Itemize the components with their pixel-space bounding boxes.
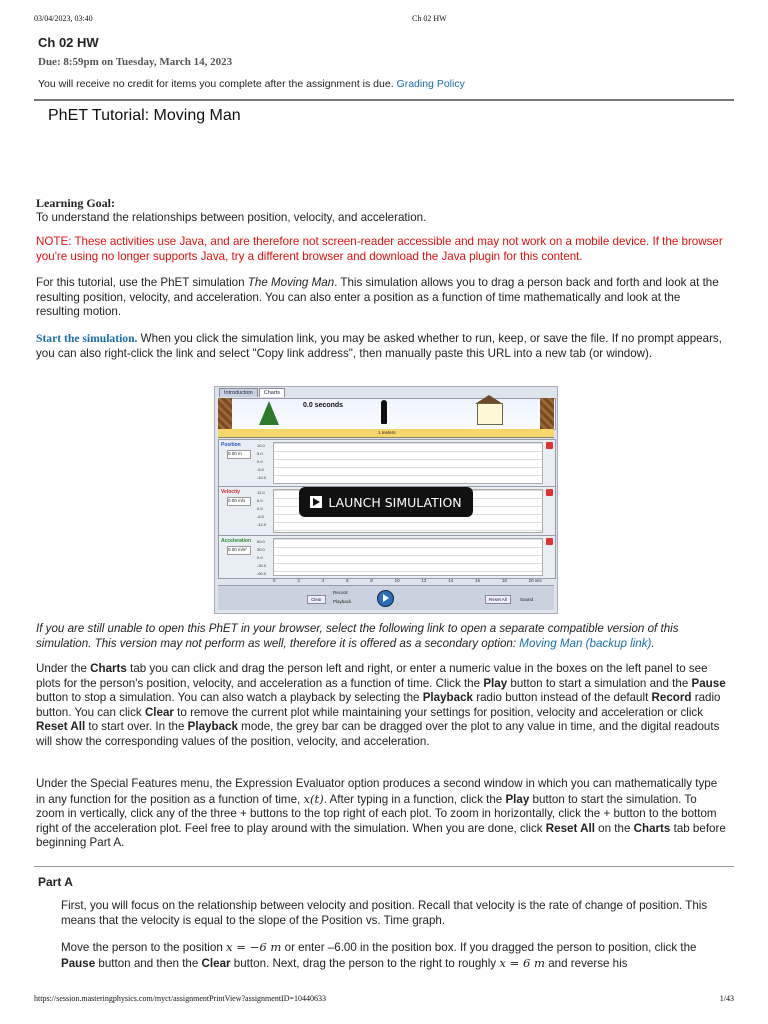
text: to remove the current plot while maintaining your settings for position, velocity and acceleration or click [173, 705, 704, 719]
y-tick: -60.0 [257, 571, 267, 576]
term-record: Record [651, 691, 692, 705]
header-divider [34, 99, 734, 101]
x-tick: 12 [421, 578, 427, 583]
y-tick: -30.0 [257, 563, 267, 568]
text: button to start a simulation and the [507, 676, 692, 690]
print-datetime: 03/04/2023, 03:40 [34, 14, 93, 23]
backup-text: If you are still unable to open this PhET in your browser, select the following link to open a separate compatible version of this simulation. This version may not perform as well, therefore it is offered as a secondary option: [36, 622, 679, 650]
sim-tab-introduction: Introduction [219, 388, 258, 397]
launch-label: LAUNCH SIMULATION [328, 494, 462, 510]
backup-link[interactable]: Moving Man (backup link) [519, 636, 652, 650]
term-playback: Playback [422, 691, 473, 705]
acceleration-plot [273, 538, 543, 576]
velocity-label: Velocity [221, 489, 240, 495]
sim-time-readout: 0.0 seconds [303, 402, 344, 409]
position-yticks [257, 442, 266, 482]
x-tick: 14 [448, 578, 454, 583]
sim-tabs [219, 388, 286, 397]
text: radio button instead of the default [472, 691, 652, 705]
term-charts: Charts [90, 662, 127, 675]
text: button to the bottom right of the acceleration plot. Feel free to play around with the simulation. When you are done, click [36, 807, 717, 835]
text: tab you can click and drag the person left and right, or enter a numeric value in the boxes on the left panel to see plots for the person's position, velocity, and acceleration as a function of time. Click the [36, 662, 708, 690]
y-tick: -10.0 [257, 475, 267, 480]
x-tick: 6 [345, 578, 349, 583]
backup-end: . [651, 636, 655, 650]
y-tick: 0.0 [257, 555, 263, 560]
sim-tab-charts: Charts [259, 388, 285, 397]
zoom-plus-icon [546, 489, 553, 496]
text: Under the Special Features menu, the Expression Evaluator option produces a second window in which you can mathematically type in any function for the position as a function of time, [36, 777, 718, 806]
text: on the [594, 821, 634, 835]
y-tick: 0.0 [257, 506, 263, 511]
credit-note-text: You will receive no credit for items you complete after the assignment is due. [38, 78, 394, 90]
x-tick: 16 [475, 578, 481, 583]
y-tick: 5.0 [257, 451, 263, 456]
ruler-label: 1 meters [378, 430, 396, 435]
acceleration-panel [218, 535, 556, 579]
text: button and then the [95, 956, 202, 970]
term-reset-all: Reset All [36, 720, 86, 734]
position-plot [273, 442, 543, 484]
plus-symbol: + [240, 807, 247, 821]
y-tick: 10.0 [257, 443, 265, 448]
text: tab before beginning Part A. [36, 821, 726, 850]
learning-goal-heading: Learning Goal: [36, 196, 116, 210]
position-label: Position [221, 442, 241, 448]
launch-simulation-button[interactable] [299, 487, 473, 517]
position-panel [218, 439, 556, 487]
house-icon [477, 403, 503, 425]
term-play: Play [505, 792, 530, 806]
start-simulation-link[interactable]: Start the simulation. [36, 332, 138, 345]
play-box-icon [310, 496, 322, 508]
term-play: Play [483, 676, 508, 690]
x-tick: 8 [370, 578, 373, 583]
text: or enter –6.00 in the position box. If you dragged the person to position, click the [281, 941, 697, 954]
text: button to start the simulation. To zoom in vertically, click any of the three [36, 792, 697, 821]
y-tick: 12.0 [257, 490, 265, 495]
record-radio: Record [333, 590, 348, 595]
print-doc-title: Ch 02 HW [412, 14, 447, 23]
sim-name: The Moving Man [247, 276, 335, 289]
text: and reverse his [545, 956, 628, 970]
zoom-plus-icon [546, 538, 553, 545]
intro-text-a: For this tutorial, use the PhET simulation [36, 276, 248, 289]
x-tick: 4 [321, 578, 325, 583]
position-value-box: 0.00 m [227, 450, 251, 459]
x-tick: 10 [394, 578, 400, 583]
part-a-instructions [61, 940, 726, 971]
text: to start over. In the [85, 720, 188, 734]
time-axis [273, 578, 542, 583]
print-url: https://session.masteringphysics.com/myct/assignmentPrintView?assignmentID=10440633 [34, 994, 327, 1003]
clear-button: Clear [307, 595, 326, 604]
y-tick: 0.0 [257, 459, 263, 464]
term-clear: Clear [201, 956, 231, 970]
start-paragraph-text: When you click the simulation link, you may be asked whether to run, keep, or save the file. If no prompt appears, you can also right-click the link and select "Copy link address", then manually paste this URL into a new tab (or window). [36, 332, 722, 360]
learning-goal-text: To understand the relationships between position, velocity, and acceleration. [36, 211, 427, 224]
sound-checkbox: Sound [520, 597, 534, 602]
math-x-6: x = 6 m [499, 955, 546, 970]
backup-paragraph [36, 622, 726, 651]
part-a-heading: Part A [38, 875, 73, 889]
text: . After typing in a function, click the [323, 792, 506, 806]
play-icon [377, 590, 394, 607]
start-paragraph [36, 332, 726, 361]
print-page-number: 1/43 [719, 994, 734, 1003]
text: button to stop a simulation. You can also watch a playback by selecting the [36, 691, 423, 705]
y-tick: -6.0 [257, 514, 264, 519]
x-tick: 20 sec [528, 578, 542, 583]
acceleration-label: Acceleration [221, 538, 252, 544]
due-date: Due: 8:59pm on Tuesday, March 14, 2023 [38, 56, 233, 68]
text: mode, the grey bar can be dragged over the plot to any value in time, and the digital readouts will show the corresponding values of the position, velocity, and acceleration. [36, 720, 720, 748]
java-note: NOTE: These activities use Java, and are therefore not screen-reader accessible and may not work on a mobile device. If the browser you're using no longer supports Java, try a different browser and download the Java plugin for this content. [36, 235, 723, 263]
y-tick: 30.0 [257, 547, 265, 552]
charts-paragraph [36, 662, 726, 750]
sim-ruler [218, 429, 554, 438]
plus-symbol: + [603, 807, 611, 821]
intro-text-b: . This simulation allows you to drag a person back and forth and look at the resulting position, velocity, and acceleration. You can also enter a position as a function of time mathematically and look at the resulting motion. [36, 276, 719, 319]
velocity-yticks [257, 489, 266, 529]
simulation-preview[interactable] [214, 386, 558, 614]
acceleration-yticks [257, 538, 266, 578]
zoom-plus-icon [546, 442, 553, 449]
tutorial-title: PhET Tutorial: Moving Man [48, 107, 241, 124]
text: buttons to the top right of each plot. To zoom in horizontally, click the [246, 807, 604, 821]
reset-all-button: Reset All [485, 595, 511, 604]
term-playback: Playback [187, 720, 238, 734]
y-tick: 60.0 [257, 539, 265, 544]
intro-paragraph [36, 276, 726, 320]
math-xt: x(t) [303, 791, 324, 806]
term-charts: Charts [633, 821, 671, 835]
text: Move the person to the position [61, 941, 226, 954]
part-divider [34, 866, 734, 867]
grading-policy-link[interactable]: Grading Policy [396, 78, 465, 90]
text: button. Next, drag the person to the right to roughly [230, 956, 500, 970]
text: Under the [36, 662, 91, 675]
velocity-value-box: 0.00 m/s [227, 497, 251, 506]
playback-radio: Playback [333, 599, 352, 604]
term-pause: Pause [691, 676, 726, 690]
acceleration-value-box: 0.00 m/s² [227, 546, 251, 555]
credit-note [38, 78, 465, 90]
moving-man-figure [381, 400, 387, 424]
x-tick: 18 [501, 578, 507, 583]
term-clear: Clear [144, 705, 174, 719]
special-features-paragraph [36, 777, 726, 851]
term-pause: Pause [61, 956, 96, 970]
x-tick: 2 [297, 578, 300, 583]
term-reset-all: Reset All [545, 821, 595, 835]
part-a-intro: First, you will focus on the relationship between velocity and position. Recall that velocity is the rate of change of position. This means that the velocity is equal to the slope of the Position vs. Time graph. [61, 899, 708, 927]
tree-icon [259, 401, 279, 425]
y-tick: -5.0 [257, 467, 264, 472]
assignment-title: Ch 02 HW [38, 35, 99, 50]
text: radio button. You can click [36, 691, 721, 719]
math-x-neg6: x = −6 m [226, 940, 282, 954]
y-tick: 6.0 [257, 498, 263, 503]
x-tick: 0 [273, 578, 276, 583]
y-tick: -12.0 [257, 522, 267, 527]
